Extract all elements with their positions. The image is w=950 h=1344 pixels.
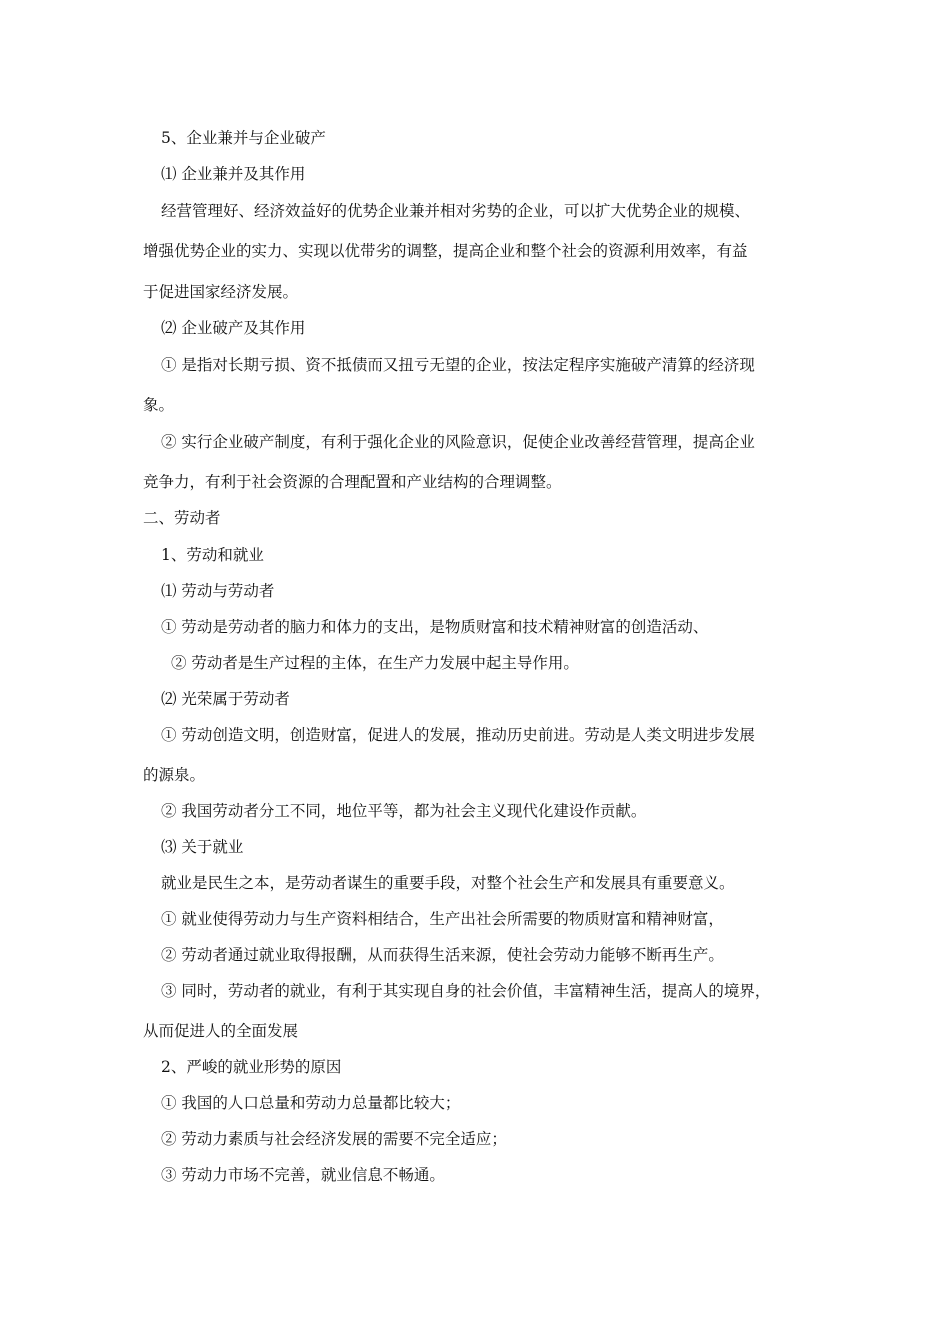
list-item-continuation: 的源泉。 xyxy=(143,766,206,784)
list-item-continuation: 象。 xyxy=(143,396,175,414)
section-heading: 1、劳动和就业 xyxy=(161,546,264,564)
list-item: ① 就业使得劳动力与生产资料相结合，生产出社会所需要的物质财富和精神财富， xyxy=(161,910,724,928)
list-item-continuation: 从而促进人的全面发展 xyxy=(143,1022,299,1040)
list-item: ③ 劳动力市场不完善，就业信息不畅通。 xyxy=(161,1166,445,1184)
paragraph-line: 就业是民生之本，是劳动者谋生的重要手段，对整个社会生产和发展具有重要意义。 xyxy=(161,874,735,892)
paragraph-line: 于促进国家经济发展。 xyxy=(143,283,299,301)
list-item: ② 劳动力素质与社会经济发展的需要不完全适应； xyxy=(161,1130,507,1148)
list-item: ② 实行企业破产制度，有利于强化企业的风险意识，促使企业改善经营管理，提高企业 xyxy=(161,433,755,451)
list-item: ① 劳动创造文明，创造财富，促进人的发展，推动历史前进。劳动是人类文明进步发展 xyxy=(161,726,755,744)
subsection-heading: ⑵ 企业破产及其作用 xyxy=(161,319,306,337)
list-item: ② 劳动者通过就业取得报酬，从而获得生活来源，使社会劳动力能够不断再生产。 xyxy=(161,946,724,964)
subsection-heading: ⑴ 企业兼并及其作用 xyxy=(161,165,306,183)
subsection-heading: ⑶ 关于就业 xyxy=(161,838,244,856)
list-item: ② 我国劳动者分工不同，地位平等，都为社会主义现代化建设作贡献。 xyxy=(161,802,647,820)
paragraph-line: 经营管理好、经济效益好的优势企业兼并相对劣势的企业，可以扩大优势企业的规模、 xyxy=(161,202,751,220)
section-heading: 5、企业兼并与企业破产 xyxy=(161,129,326,147)
list-item-continuation: 竞争力，有利于社会资源的合理配置和产业结构的合理调整。 xyxy=(143,473,562,491)
list-item: ① 劳动是劳动者的脑力和体力的支出，是物质财富和技术精神财富的创造活动、 xyxy=(161,618,709,636)
section-heading: 2、严峻的就业形势的原因 xyxy=(161,1058,342,1076)
part-heading: 二、劳动者 xyxy=(143,509,221,527)
list-item: ② 劳动者是生产过程的主体，在生产力发展中起主导作用。 xyxy=(171,654,579,672)
subsection-heading: ⑴ 劳动与劳动者 xyxy=(161,582,275,600)
list-item: ① 我国的人口总量和劳动力总量都比较大； xyxy=(161,1094,461,1112)
list-item: ③ 同时，劳动者的就业，有利于其实现自身的社会价值，丰富精神生活，提高人的境界， xyxy=(161,982,771,1000)
subsection-heading: ⑵ 光荣属于劳动者 xyxy=(161,690,290,708)
paragraph-line: 增强优势企业的实力、实现以优带劣的调整，提高企业和整个社会的资源利用效率，有益 xyxy=(143,242,748,260)
list-item: ① 是指对长期亏损、资不抵债而又扭亏无望的企业，按法定程序实施破产清算的经济现 xyxy=(161,356,755,374)
